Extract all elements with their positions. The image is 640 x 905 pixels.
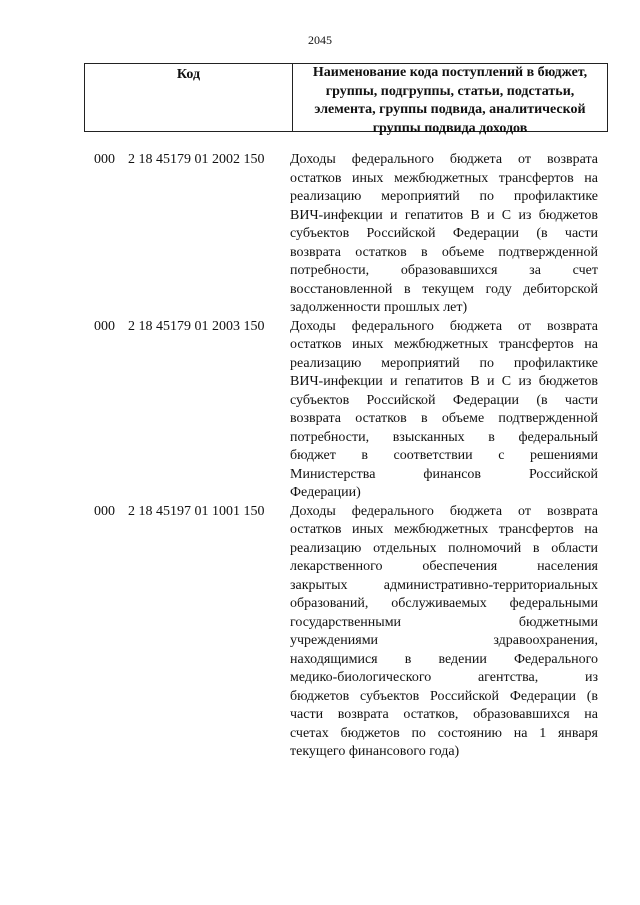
description-line: Министерства финансов Российской (290, 466, 598, 482)
description-line: находящимися в ведении Федерального (290, 651, 598, 667)
description-line: субъектов Российской Федерации (в части (290, 226, 598, 241)
income-description (290, 318, 598, 503)
description-line: субъектов Российской Федерации (в части (290, 392, 598, 408)
description-line: Федерации) (290, 485, 361, 500)
income-code: 2 18 45179 01 2002 150 (128, 152, 265, 167)
table-row (84, 503, 608, 762)
description-line: возврата остатков в объеме подтвержденной (290, 411, 598, 426)
table-header (84, 63, 608, 136)
description-line: медико-биологического агентства, из (290, 670, 598, 685)
income-description (290, 503, 598, 762)
description-line: текущего финансового года) (290, 744, 460, 759)
description-line: счетах бюджетов по состоянию на 1 января (290, 725, 598, 741)
description-line: потребности, взысканных в федеральный (290, 429, 598, 445)
description-line: остатков иных межбюджетных трансфертов на (290, 522, 598, 537)
description-line: задолженности прошлых лет) (290, 300, 468, 315)
description-line: потребности, образовавшихся за счет (290, 263, 598, 278)
description-line: восстановленной в текущем году дебиторской (290, 281, 598, 297)
description-line: учреждениями здравоохранения, (290, 633, 598, 648)
description-line: реализацию мероприятий по профилактике (290, 355, 598, 371)
description-line: части возврата остатков, образовавшихся на (290, 707, 598, 722)
income-code: 2 18 45197 01 1001 150 (128, 503, 265, 519)
description-line: лекарственного обеспечения населения (290, 559, 598, 574)
description-line: бюджет в соответствии с решениями (290, 448, 598, 463)
description-line: возврата остатков в объеме подтвержденной (290, 244, 598, 260)
income-code: 2 18 45179 01 2003 150 (128, 318, 265, 334)
table-row (84, 318, 608, 503)
header-code-column: Код (85, 64, 293, 131)
description-line: Доходы федерального бюджета от возврата (290, 503, 598, 519)
admin-code: 000 (94, 318, 115, 334)
description-line: ВИЧ-инфекции и гепатитов В и С из бюджетов (290, 374, 598, 389)
entries-list (84, 151, 608, 762)
header-name-column: Наименование кода поступлений в бюджет, группы, подгруппы, статьи, подстатьи, элемента, группы подвида, аналитической группы подвида доходов (312, 65, 588, 136)
description-line: образований, обслуживаемых федеральными (290, 596, 598, 611)
description-line: остатков иных межбюджетных трансфертов на (290, 170, 598, 186)
description-line: реализацию отдельных полномочий в области (290, 540, 598, 556)
income-description (290, 151, 598, 318)
admin-code: 000 (94, 503, 115, 519)
table-row (84, 151, 608, 318)
description-line: закрытых административно-территориальных (290, 577, 598, 593)
description-line: остатков иных межбюджетных трансфертов на (290, 337, 598, 352)
description-line: Доходы федерального бюджета от возврата (290, 318, 598, 334)
page-number: 2045 (308, 33, 332, 47)
description-line: реализацию мероприятий по профилактике (290, 189, 598, 204)
description-line: ВИЧ-инфекции и гепатитов В и С из бюджетов (290, 207, 598, 223)
description-line: государственными бюджетными (290, 614, 598, 630)
admin-code: 000 (94, 152, 115, 167)
description-line: Доходы федерального бюджета от возврата (290, 152, 598, 167)
description-line: бюджетов субъектов Российской Федерации (в (290, 688, 598, 704)
